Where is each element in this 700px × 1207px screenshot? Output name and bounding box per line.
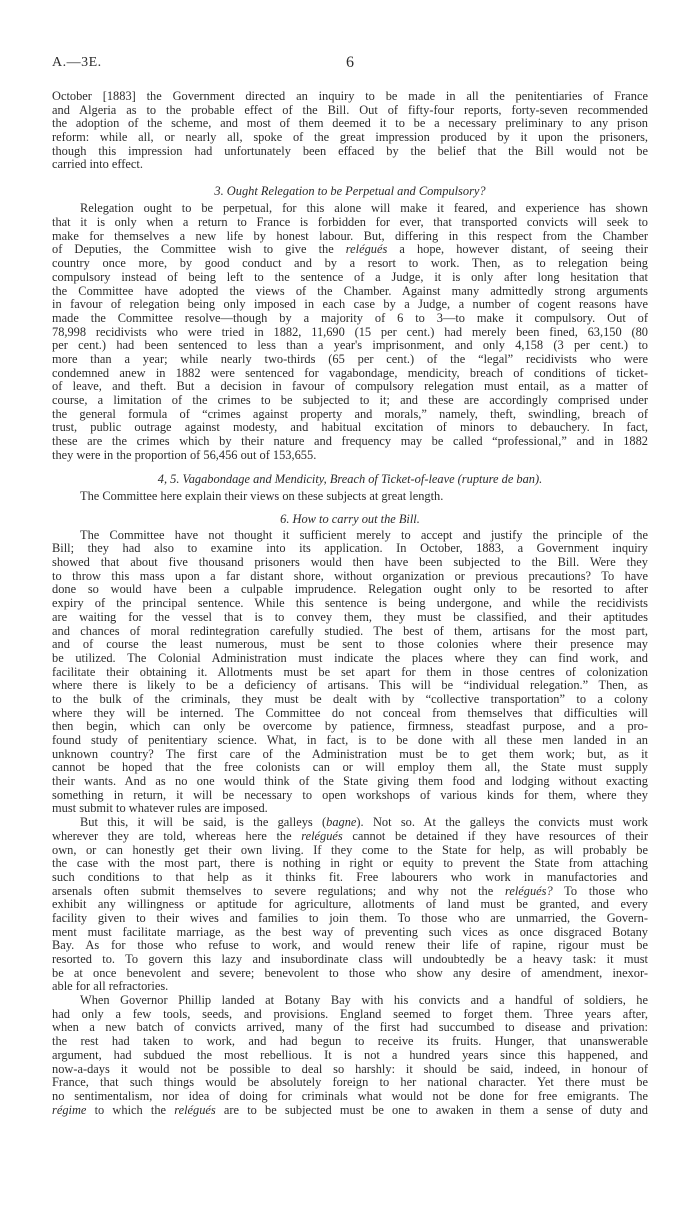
text-line: the Committee have adopted the views of the Chamber. Against many admittedly strong arguments (52, 284, 648, 298)
text-segment: to which the (86, 1103, 175, 1117)
text-line: compulsory instead of being left to the sentence of a Judge, it is only after long hesitation that (52, 270, 648, 284)
paragraph (52, 529, 648, 816)
text-line: though this impression had unfortunately been effaced by the belief that the Bill would not be (52, 144, 648, 158)
text-line: then begin, which can only be overcome by patience, firmness, steadfast purpose, and a pro- (52, 720, 648, 734)
text-line: of leave, and theft. But a decision in favour of compulsory relegation must entail, as a matter of (52, 380, 648, 394)
text-line: and Algeria as to the probable effect of the Bill. Out of fifty-four reports, forty-seven recommended (52, 103, 648, 117)
text-line: facilitate their obtaining it. Allotments must be set apart for them in those centres of colonization (52, 665, 648, 679)
text-line: where there is likely to be a deficiency of artisans. This will be “individual relegation.” Then, as (52, 679, 648, 693)
text-line: ment must facilitate marriage, as the best way of preventing such vices as once disgraced Botany (52, 925, 648, 939)
text-line: Bill; they had also to examine into its application. In October, 1883, a Government inquiry (52, 542, 648, 556)
text-line: exhibit any willingness or aptitude for agriculture, allotments of land must be granted, and every (52, 898, 648, 912)
text-line: where they will be interned. The Committee do not conceal from themselves that difficulties will (52, 706, 648, 720)
text-line: to throw this mass upon a far distant shore, without organization or previous precautions? To have (52, 569, 648, 583)
text-line: be at once benevolent and severe; benevolent to those who show any desire of amendment, inexor- (52, 966, 648, 980)
text-segment: To those who (552, 884, 648, 898)
text-segment: a hope, however distant, of seeing their (387, 243, 648, 257)
text-line: course, a limitation of the crimes to be subjected to it; and these are accordingly comprised under (52, 394, 648, 408)
text-line (52, 885, 648, 899)
text-line: facility given to their wives and families to join them. To those who are unmarried, the Govern- (52, 911, 648, 925)
text-line: in favour of relegation being only imposed in each case by a Judge, a number of cogent reasons have (52, 298, 648, 312)
text-line: the adoption of the scheme, and most of them deemed it to be a necessary preliminary to any prison (52, 117, 648, 131)
text-line: and of course the least numerous, must be sent to those colonies where their presence may (52, 638, 648, 652)
text-line: carried into effect. (52, 158, 143, 172)
document-body (52, 90, 648, 1117)
text-line: no sentimentalism, nor idea of doing for criminals what would not be done for free emigrants. The (52, 1089, 648, 1103)
paragraph (52, 90, 648, 172)
text-line: country once more, by good conduct and by a resort to work. Then, as to relegation being (52, 257, 648, 271)
text-line: unknown country? The first care of the Administration must be to get them work; but, as it (52, 747, 648, 761)
text-line: 78,998 recidivists who were tried in 1882, 11,690 (15 per cent.) had merely been fined, 63,150 (80 (52, 325, 648, 339)
paragraph (52, 816, 648, 994)
text-line: and chances of moral redintegration carefully studied. The best of them, artisans for the most part, (52, 624, 648, 638)
text-segment: cannot be detained if they have resources of their (342, 829, 648, 843)
text-line (52, 1104, 648, 1118)
text-line: now-a-days it would not be possible to deal so harshly: it should be said, indeed, in honour of (52, 1062, 648, 1076)
text-line: expiry of the principal sentence. While this sentence is being undergone, and while the recidivists (52, 597, 648, 611)
text-segment: of Deputies, the Committee wish to give the (52, 243, 346, 257)
text-line: 3. Ought Relegation to be Perpetual and Compulsory? (214, 185, 486, 199)
text-line: France, that such things would be absolutely foreign to her national character. Yet there must be (52, 1076, 648, 1090)
text-line: Bay. As for those who refuse to work, and would renew their life of rapine, rigour must be (52, 939, 648, 953)
italic-term: bagne (326, 816, 357, 830)
text-line: The Committee have not thought it sufficient merely to accept and justify the principle of the (80, 528, 648, 542)
text-segment: ). Not so. At the galleys the convicts must work (356, 816, 648, 830)
text-line: 4, 5. Vagabondage and Mendicity, Breach of Ticket-of-leave (rupture de ban). (157, 472, 543, 486)
text-line: able for all refractories. (52, 980, 169, 994)
italic-term: régime (52, 1103, 87, 1117)
text-line: when a new batch of convicts arrived, many of the first had succumbed to disease and privation: (52, 1021, 648, 1035)
text-line: had only a few tools, seeds, and provisions. England seemed to forget them. Three years after, (52, 1007, 648, 1021)
text-line: argument, had subdued the most rebellious. It is not a hundred years since this happened, and (52, 1048, 648, 1062)
text-line (52, 816, 648, 830)
italic-term: relégués (301, 829, 343, 843)
paragraph (52, 994, 648, 1117)
text-line: reform: while all, or nearly all, spoke of the great impression produced by it upon the prisoners, (52, 131, 648, 145)
text-line: Relegation ought to be perpetual, for this alone will make it feared, and experience has shown (80, 202, 648, 216)
text-line: their wants. And as no one would think of the State giving them food and lodging without exacting (52, 775, 648, 789)
text-line: showed that about five thousand prisoners would then have been subjected to the Bill. Were they (52, 556, 648, 570)
text-line (52, 830, 648, 844)
page-number: 6 (346, 54, 354, 71)
text-line: the rest had taken to work, and had begun to receive its fruits. Hunger, that unanswerable (52, 1035, 648, 1049)
text-line: 6. How to carry out the Bill. (280, 512, 420, 526)
italic-term: relégués? (504, 884, 553, 898)
text-line: resorted to. To govern this lazy and insubordinate class will undoubtedly be a heavy task: it must (52, 953, 648, 967)
text-line: that it is only when a return to France is forbidden for ever, that transported convicts will seek to (52, 216, 648, 230)
italic-term: relégués (174, 1103, 216, 1117)
text-line: cannot be hoped that the free colonists can or will employ them all, the State must supply (52, 761, 648, 775)
text-line: be utilized. The Colonial Administration must indicate the places where they can find work, and (52, 651, 648, 665)
text-line: they were in the proportion of 56,456 out of 153,655. (52, 448, 317, 462)
text-line: trust, public outrage against modesty, and habitual excitation of minors to debauchery. In fact, (52, 421, 648, 435)
text-line: made the Committee resolve—though by a majority of 6 to 3—to make it compulsory. Out of (52, 311, 648, 325)
section-heading (52, 513, 648, 527)
text-line (52, 243, 648, 257)
text-line: something in return, it will be necessary to open workshops of various kinds for them, where they (52, 788, 648, 802)
text-line: found study of penitentiary science. What, in fact, is to be done with all these men landed in an (52, 734, 648, 748)
text-line: per cent.) had been sentenced to less than a year's imprisonment, and only 4,158 (3 per cent.) to (52, 339, 648, 353)
text-segment: are to be subjected must be one to awaken in them a sense of duty and (215, 1103, 648, 1117)
text-line: make for themselves a new life by honest labour. But, differing in this respect from the Chamber (52, 229, 648, 243)
document-reference-code: A.—3E. (52, 55, 102, 70)
text-line: condemned anew in 1882 were sentenced for vagabondage, mendicity, breach of conditions of ticket- (52, 366, 648, 380)
text-line: the case with the most part, there is nothing in right or equity to prevent the State from attaching (52, 857, 648, 871)
text-line: The Committee here explain their views on these subjects at great length. (80, 489, 444, 503)
text-line: more than a year; while nearly two-thirds (65 per cent.) of the “legal” recidivists who were (52, 352, 648, 366)
paragraph (52, 202, 648, 462)
text-line: done so would have been a culpable imprudence. Relegation ought only to be resorted to after (52, 583, 648, 597)
text-line: must submit to whatever rules are imposed. (52, 802, 268, 816)
text-segment: arsenals often submit themselves to severe regulations; and why not the (52, 884, 505, 898)
text-line: such conditions to that help as it thinks fit. Free labourers who work in manufactories and (52, 870, 648, 884)
text-line: to the bulk of the criminals, they must be dealt with by “collective transportation” to a colony (52, 692, 648, 706)
text-segment: wherever they are told, whereas here the (52, 829, 302, 843)
text-line: the general formula of “crimes against property and morals,” namely, theft, swindling, breach of (52, 407, 648, 421)
section-heading (52, 473, 648, 487)
section-heading (52, 185, 648, 199)
text-line: October [1883] the Government directed an inquiry to be made in all the penitentiaries of France (52, 90, 648, 103)
text-line: are waiting for the vessel that is to convey them, they must be classified, and their aptitudes (52, 610, 648, 624)
text-line: own, or can honestly get their own living. If they come to the State for help, as will probably be (52, 843, 648, 857)
paragraph (52, 490, 648, 504)
text-line: these are the crimes which by their nature and frequency may be called “professional,” and in 1882 (52, 435, 648, 449)
text-segment: But this, it will be said, is the galleys ( (80, 816, 327, 830)
text-line: When Governor Phillip landed at Botany Bay with his convicts and a handful of soldiers, he (80, 994, 648, 1008)
italic-term: relégués (345, 243, 388, 257)
